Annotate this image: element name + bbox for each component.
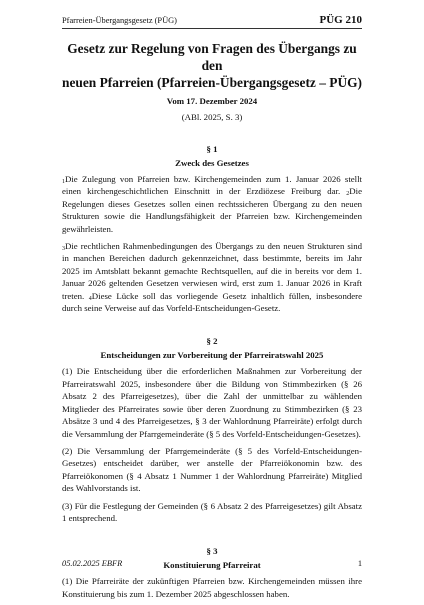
document-title: Gesetz zur Regelung von Fragen des Übergangs zu den neuen Pfarreien (Pfarreien-Übergangsgesetz – PÜG) (62, 41, 362, 90)
section-paragraph (62, 240, 362, 314)
header-code: PÜG 210 (319, 14, 362, 26)
sentence-number: 2 (346, 191, 350, 198)
sentence-text: Die Regelungen dieses Gesetzes sollen einen rechtssicheren Übergang zu den neuen Strukturen sowie die Handlungsfähigkeit der Pfarreien bzw. Kirchengemeinden gewährleisten. (62, 186, 362, 234)
section-title: Entscheidungen zur Vorbereitung der Pfarreiratswahl 2025 (100, 350, 324, 361)
sentence-text: (1) Die Entscheidung über die erforderlichen Maßnahmen zur Vorbereitung der Pfarreiratswahl 2025, insbesondere über die Bildung von Stimmbezirken (§ 26 Absatz 2 des Pfarreigesetzes), über die Zahl der unmittelbar zu wählenden Mitglieder des Pfarreirates sowie über deren Zuordnung zu Stimmbezirken (§ 23 Absätze 3 und 4 des Pfarreigesetzes, § 3 der Wahlordnung Pfarreiräte) erfolgt durch die Versammlung der Pfarrgemeinderäte (§ 5 des Vorfeld-Entscheidungen-Gesetzes). (62, 366, 362, 439)
page-header (62, 14, 362, 28)
sentence-number: 3 (62, 246, 65, 253)
header-rule (62, 28, 362, 29)
footer-stamp: 05.02.2025 EBFR (62, 559, 123, 568)
sentence-text: Die Zulegung von Pfarreien bzw. Kirchengemeinden zum 1. Januar 2026 stellt einen kirchengeschichtlichen Einschnitt in der Erzdiözese Freiburg dar. (62, 174, 362, 197)
section-paragraph (62, 365, 362, 439)
section-title: Konstituierung Pfarreirat (163, 560, 261, 571)
header-short-title: Pfarreien-Übergangsgesetz (PÜG) (62, 16, 177, 25)
document-source: (ABl. 2025, S. 3) (181, 112, 243, 122)
sentence-text: Die rechtlichen Rahmenbedingungen des Übergangs zu den neuen Strukturen sind in manchen Bereichen dadurch gekennzeichnet, dass bestimmte, bereits im Jahr 2025 im Amtsblatt bekannt gemachte Rechtsquellen, auf die in bereits vor dem 1. Januar 2026 geltenden Gesetzen verwiesen wird, erst zum 1. Januar 2026 in Kraft treten. (62, 241, 362, 301)
section-title: Zweck des Gesetzes (175, 158, 249, 168)
section-paragraph (62, 173, 362, 235)
section-paragraph (62, 500, 362, 525)
sentence-text: (2) Die Versammlung der Pfarrgemeinderäte (§ 5 des Vorfeld-Entscheidungen-Gesetzes) entscheidet darüber, wer anstelle der Pfarreiökonomin bzw. des Pfarreiökonomen (§ 4 Absatz 1 Nummer 1 der Wahlordnung Pfarreiräte) Mitglied des Wahlvorstands ist. (62, 445, 362, 494)
section-number: § 1 (206, 144, 218, 154)
document-body (62, 40, 362, 605)
section-paragraph (62, 445, 362, 495)
sentence-number: 4 (88, 295, 92, 302)
sentence-text: Diese Lücke soll das vorliegende Gesetz inhaltlich füllen, insbesondere durch seine Verweise auf das Vorfeld-Entscheidungen-Gesetz. (62, 290, 362, 314)
sentence-text: (3) Für die Festlegung der Gemeinden (§ 6 Absatz 2 des Pfarreigesetzes) gilt Absatz 1 entsprechend. (62, 500, 362, 523)
page-number: 1 (357, 559, 362, 568)
document-date: Vom 17. Dezember 2024 (166, 96, 258, 106)
sections-container (62, 144, 362, 600)
section-number: § 2 (206, 336, 218, 347)
sentence-text: (1) Die Pfarreiräte der zukünftigen Pfarreien bzw. Kirchengemeinden müssen ihre Konstituierung bis zum 1. Dezember 2025 abgeschlossen haben. (62, 576, 362, 599)
section-number: § 3 (206, 546, 218, 557)
section-paragraph (62, 575, 362, 600)
sentence-number: 1 (62, 179, 65, 185)
